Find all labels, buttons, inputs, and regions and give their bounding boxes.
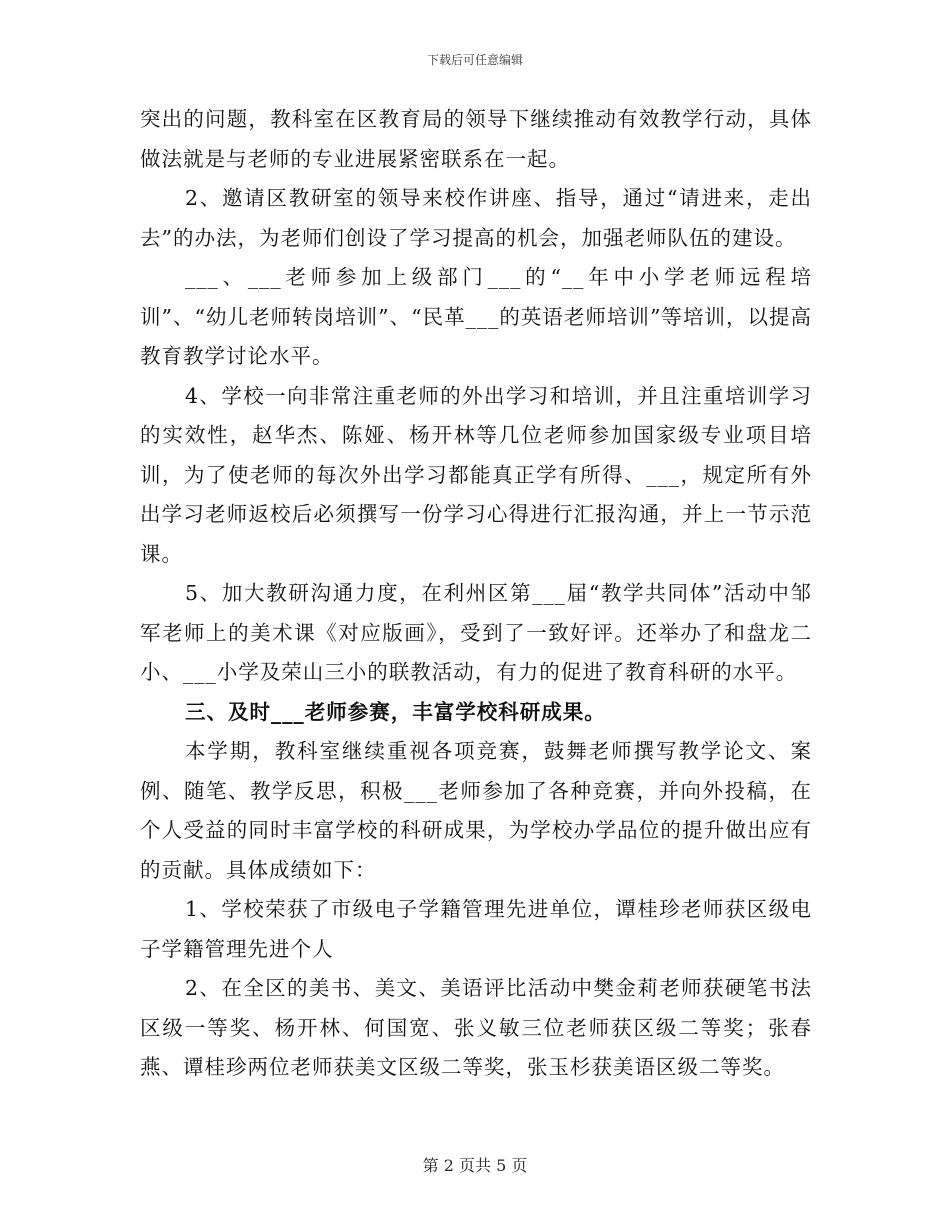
paragraph-intro: 本学期，教科室继续重视各项竞赛，鼓舞老师撰写教学论文、案例、随笔、教学反思，积极___老师参加了各种竞赛，并向外投稿，在个人受益的同时丰富学校的科研成果，为学校办学品位的提升做出应有的贡献。具体成绩如下： [140, 739, 812, 882]
paragraph-item-2: 2、邀请区教研室的领导来校作讲座、指导，通过“请进来，走出去”的办法，为老师们创设了学习提高的机会，加强老师队伍的建设。 [140, 186, 812, 250]
section-heading: 三、及时___老师参赛，丰富学校科研成果。 [185, 699, 606, 724]
paragraph-result-1: 1、学校荣获了市级电子学籍管理先进单位，谭桂珍老师获区级电子学籍管理先进个人 [140, 897, 812, 961]
paragraph-item-3: ___、___老师参加上级部门___的“__年中小学老师远程培训”、“幼儿老师转岗培训”、“民革___的英语老师培训”等培训，以提高教育教学讨论水平。 [140, 265, 812, 368]
page-header: 下载后可任意编辑 [426, 53, 523, 67]
document-body [140, 100, 812, 1088]
page-number: 第 2 页共 5 页 [422, 1156, 528, 1175]
paragraph-result-2: 2、在全区的美书、美文、美语评比活动中樊金莉老师获硬笔书法区级一等奖、杨开林、何国宽、张义敏三位老师获区级二等奖；张春燕、谭桂珍两位老师获美文区级二等奖，张玉杉获美语区级二等奖。 [140, 976, 812, 1079]
paragraph-continuation: 突出的问题，教科室在区教育局的领导下继续推动有效教学行动，具体做法就是与老师的专业进展紧密联系在一起。 [140, 107, 812, 171]
paragraph-item-5: 5、加大教研沟通力度，在利州区第___届“教学共同体”活动中邹军老师上的美术课《对应版画》，受到了一致好评。还举办了和盘龙二小、___小学及荣山三小的联教活动，有力的促进了教育科研的水平。 [140, 581, 812, 684]
paragraph-item-4: 4、学校一向非常注重老师的外出学习和培训，并且注重培训学习的实效性，赵华杰、陈娅、杨开林等几位老师参加国家级专业项目培训，为了使老师的每次外出学习都能真正学有所得、___，规定所有外出学习老师返校后必须撰写一份学习心得进行汇报沟通，并上一节示范课。 [140, 383, 812, 566]
